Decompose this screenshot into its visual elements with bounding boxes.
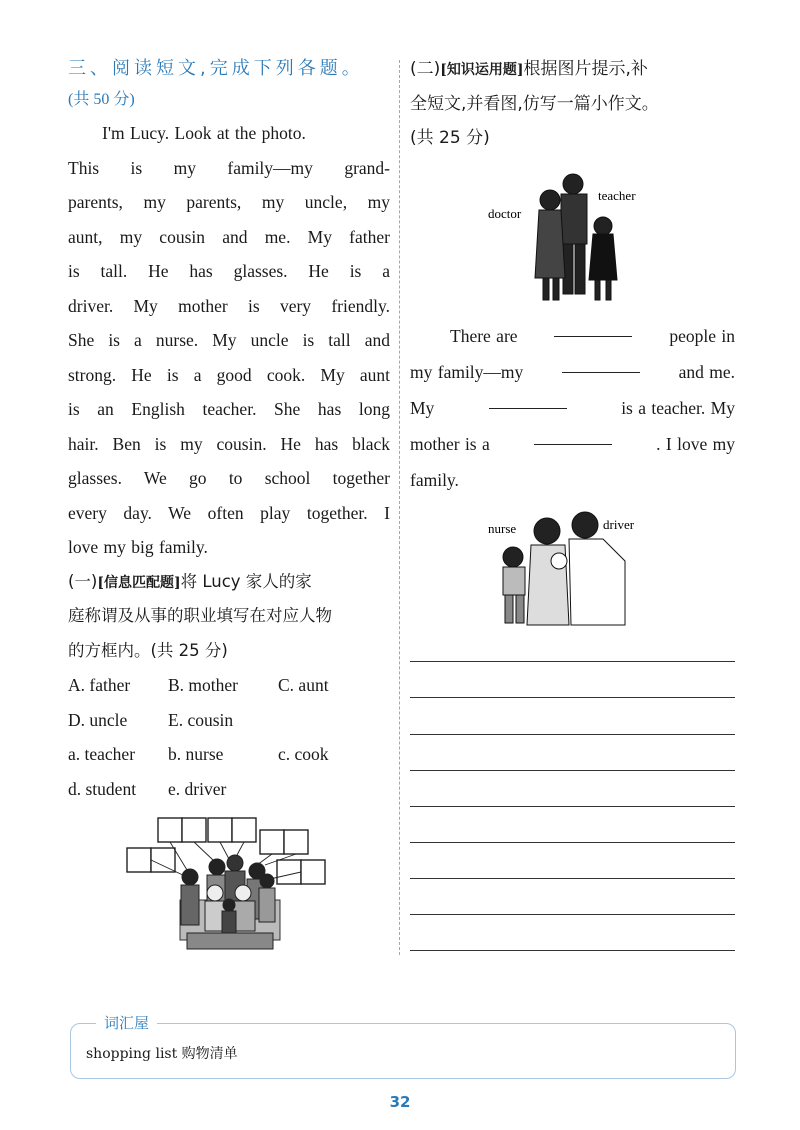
family-picture-2 — [485, 505, 655, 627]
answer-box[interactable] — [301, 860, 325, 884]
part1-instruction: 庭称谓及从事的职业填写在对应人物 — [68, 606, 332, 625]
blank-4[interactable] — [534, 426, 612, 445]
writing-line[interactable] — [410, 914, 735, 915]
option-item: E. cousin — [168, 709, 234, 730]
option-item: C. aunt — [278, 675, 329, 695]
fill-in-passage — [410, 318, 735, 498]
answer-box[interactable] — [232, 818, 256, 842]
vocab-title: 词汇屋 — [96, 1012, 157, 1033]
part1-instructions — [68, 565, 390, 669]
fill-text: mother is a — [410, 434, 490, 454]
teacher-label: teacher — [598, 188, 636, 203]
passage-line: glasses. We go to school together — [68, 468, 390, 488]
passage-line: hair. Ben is my cousin. He has black — [68, 433, 390, 454]
answer-box[interactable] — [182, 818, 206, 842]
passage-line: driver. My mother is very friendly. — [68, 295, 390, 316]
passage-line: strong. He is a good cook. My aunt — [68, 364, 390, 385]
part1-instruction: 的方框内。 — [68, 640, 151, 660]
passage-line: aunt, my cousin and me. My father — [68, 226, 390, 247]
writing-line[interactable] — [410, 770, 735, 771]
writing-line[interactable] — [410, 697, 735, 698]
left-column — [68, 52, 390, 806]
answer-box[interactable] — [158, 818, 182, 842]
passage-line: She is a nurse. My uncle is tall and — [68, 330, 390, 350]
section-title: 三、阅读短文,完成下列各题。 — [68, 58, 364, 79]
answer-box[interactable] — [260, 830, 284, 854]
writing-line[interactable] — [410, 950, 735, 951]
option-item: b. nurse — [168, 744, 224, 764]
writing-line[interactable] — [410, 734, 735, 735]
driver-label: driver — [603, 517, 635, 532]
answer-box[interactable] — [151, 848, 175, 872]
reading-passage — [68, 116, 390, 565]
part2-instruction: 根据图片提示,补 — [523, 59, 648, 79]
part1-prefix: (一) — [68, 571, 98, 591]
answer-box[interactable] — [277, 860, 301, 884]
option-item: c. cook — [278, 744, 329, 764]
part2-score: (共 25 分) — [410, 128, 490, 148]
fill-text: There are — [450, 326, 518, 346]
part1-instruction: 将 Lucy 家人的家 — [180, 571, 312, 591]
fill-text: and me. — [678, 362, 735, 382]
nurse-label: nurse — [488, 521, 517, 536]
blank-3[interactable] — [489, 390, 567, 409]
writing-line[interactable] — [410, 661, 735, 662]
passage-line: This is my family—my grand- — [68, 157, 390, 178]
option-item: a. teacher — [68, 744, 136, 764]
doctor-label: doctor — [488, 206, 522, 221]
fill-text: my family—my — [410, 362, 524, 382]
fill-text: . I love my — [656, 434, 735, 454]
right-column — [410, 52, 735, 156]
fill-text: is a teacher. My — [621, 398, 735, 418]
writing-line[interactable] — [410, 806, 735, 807]
answer-box[interactable] — [208, 818, 232, 842]
option-item: D. uncle — [68, 709, 128, 730]
section-score: (共 50 分) — [68, 91, 135, 108]
writing-line[interactable] — [410, 842, 735, 843]
answer-box[interactable] — [284, 830, 308, 854]
family-picture-1 — [485, 168, 655, 308]
answer-box[interactable] — [127, 848, 151, 872]
blank-1[interactable] — [554, 318, 632, 337]
family-photo-illustration — [125, 815, 335, 955]
part1-score: (共 25 分) — [150, 640, 228, 660]
passage-line: I'm Lucy. Look at the photo. — [102, 123, 306, 143]
fill-text: family. — [410, 470, 459, 490]
option-item: B. mother — [168, 675, 238, 695]
option-item: d. student — [68, 778, 137, 799]
vocab-text: shopping list 购物清单 — [86, 1046, 238, 1062]
part2-prefix: (二) — [410, 59, 441, 79]
part2-instruction: 全短文,并看图,仿写一篇小作文。 — [410, 93, 659, 114]
part2-tag: [知识运用题] — [440, 62, 524, 78]
option-item: e. driver — [168, 778, 227, 799]
page-number: 32 — [389, 1093, 411, 1111]
option-item: A. father — [68, 675, 131, 695]
passage-line: is tall. He has glasses. He is a — [68, 261, 390, 281]
part1-tag: [信息匹配题] — [97, 574, 181, 591]
fill-text: My — [410, 398, 435, 418]
column-divider — [399, 60, 400, 955]
option-list — [68, 668, 390, 806]
part2-instructions — [410, 52, 735, 156]
writing-line[interactable] — [410, 878, 735, 879]
passage-line: every day. We often play together. I — [68, 502, 390, 523]
blank-2[interactable] — [562, 354, 640, 373]
fill-text: people in — [669, 326, 735, 346]
passage-line: love my big family. — [68, 537, 208, 557]
passage-line: is an English teacher. She has long — [68, 399, 390, 419]
passage-line: parents, my parents, my uncle, my — [68, 192, 390, 212]
